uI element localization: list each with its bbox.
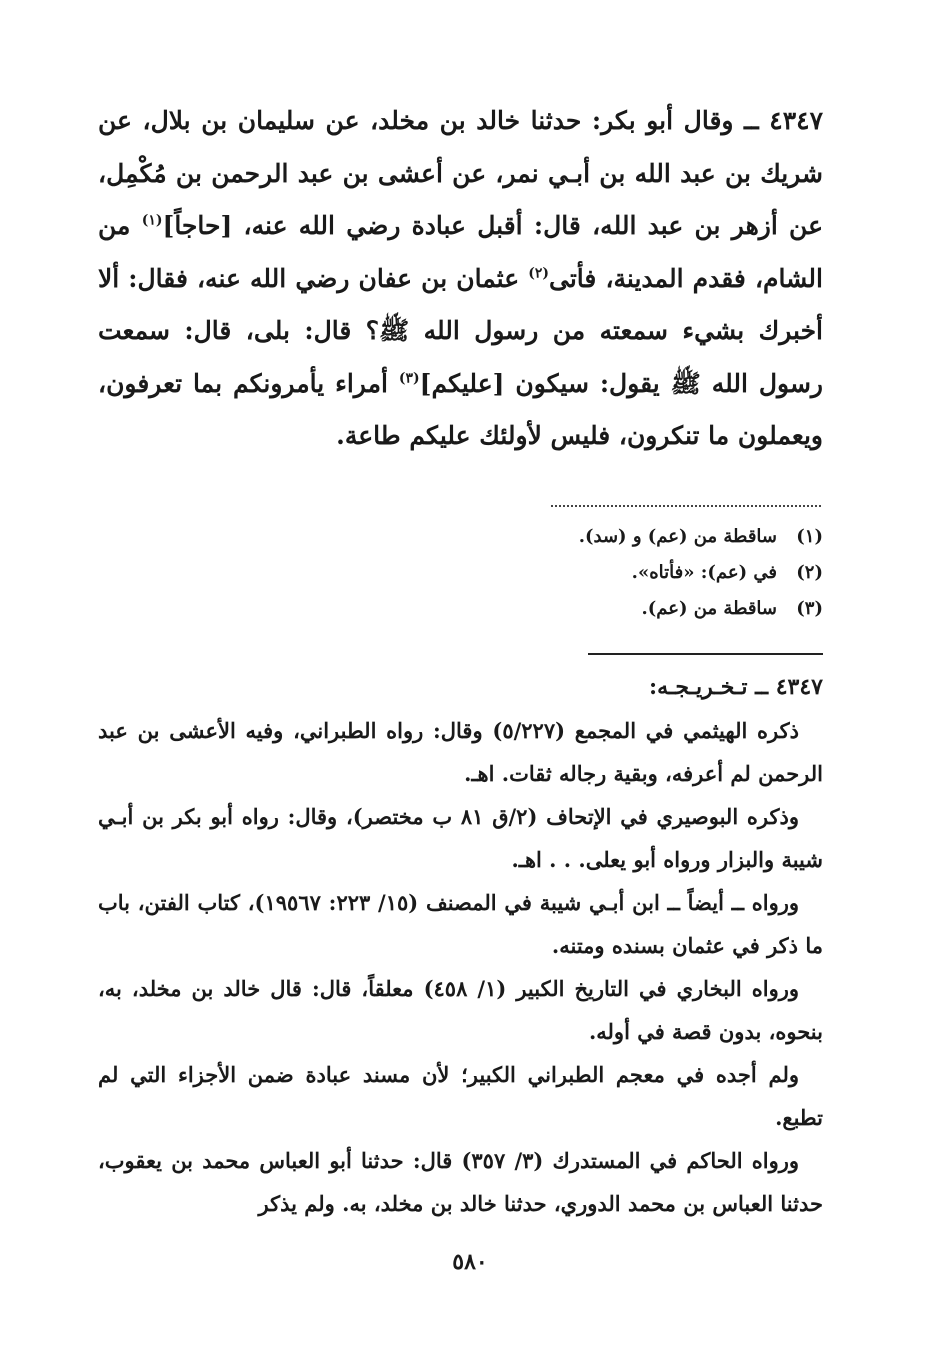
footnote-number: (١) — [796, 525, 823, 547]
section-divider — [588, 653, 823, 655]
takhrij-paragraph: ولم أجده في معجم الطبراني الكبير؛ لأن مسند عبادة ضمن الأجزاء التي لم تطبع. — [98, 1061, 823, 1130]
footnote-number: (٣) — [796, 597, 823, 619]
takhrij-heading: ٤٣٤٧ ــ تـخـريـجـه: — [649, 673, 823, 700]
hadith-segment-4: أمراء يأمرونكم بما تعرفون، ويعملون ما تنكرون، فليس لأولئك عليكم طاعة. — [98, 368, 823, 450]
takhrij-paragraph: وذكره البوصيري في الإتحاف (٢/ق ٨١ ب مختصر)، وقال: رواه أبو بكر بن أبـي شيبة والبزار ورواه أبو يعلى. . . اهـ. — [98, 803, 823, 872]
hadith-paragraph — [98, 95, 823, 463]
page-content — [98, 95, 823, 1225]
footnote-item — [98, 519, 823, 555]
footnote-text: ساقطة من (عم) و (سد). — [578, 525, 777, 547]
page-number: ٥٨٠ — [452, 1249, 488, 1275]
footnote-marker-1: (١) — [141, 212, 163, 229]
footnote-text: ساقطة من (عم). — [641, 597, 777, 619]
hadith-text — [98, 95, 823, 463]
footnote-separator — [551, 485, 821, 507]
takhrij-paragraph: ذكره الهيثمي في المجمع (٥/٢٢٧) وقال: رواه الطبراني، وفيه الأعشى بن عبد الرحمن لم أعرفه، وبقية رجاله ثقات. اهـ. — [98, 717, 823, 786]
footnote-item — [98, 591, 823, 627]
footnote-marker-3: (٣) — [398, 370, 420, 387]
hadith-segment-3: عثمان بن عفان رضي الله عنه، فقال: ألا أخبرك بشيء سمعته من رسول الله ﷺ؟ قال: بلى، قال: سمعت رسول الله ﷺ يقول: سيكون [عليكم] — [98, 263, 823, 398]
takhrij-body — [98, 709, 823, 1225]
footnotes — [98, 519, 823, 627]
footnote-number: (٢) — [796, 561, 823, 583]
footnote-item — [98, 555, 823, 591]
takhrij-paragraph: ورواه ــ أيضاً ــ ابن أبـي شيبة في المصنف (١٥/ ٢٢٣: ١٩٥٦٧)، كتاب الفتن، باب ما ذكر في عثمان بسنده ومتنه. — [98, 889, 823, 958]
footnote-marker-2: (٢) — [528, 265, 550, 282]
takhrij-paragraph: ورواه البخاري في التاريخ الكبير (١/ ٤٥٨) معلقاً، قال: قال خالد بن مخلد، به، بنحوه، بدون قصة في أوله. — [98, 975, 823, 1044]
footnote-text: في (عم): «فأتاه». — [631, 561, 777, 583]
takhrij-paragraph: ورواه الحاكم في المستدرك (٣/ ٣٥٧) قال: حدثنا أبو العباس محمد بن يعقوب، حدثنا العباس بن محمد الدوري، حدثنا خالد بن مخلد، به. ولم يذكر — [98, 1147, 823, 1216]
hadith-segment-2: من الشام، فقدم المدينة، فأتى — [98, 211, 823, 293]
hadith-segment-1: ٤٣٤٧ ــ وقال أبو بكر: حدثنا خالد بن مخلد، عن سليمان بن بلال، عن شريك بن عبد الله بن أبـي نمر، عن أعشى بن عبد الرحمن بن مُكْمِل، عن أزهر بن عبد الله، قال: أقبل عبادة رضي الله عنه، [حاجاً] — [98, 106, 823, 240]
